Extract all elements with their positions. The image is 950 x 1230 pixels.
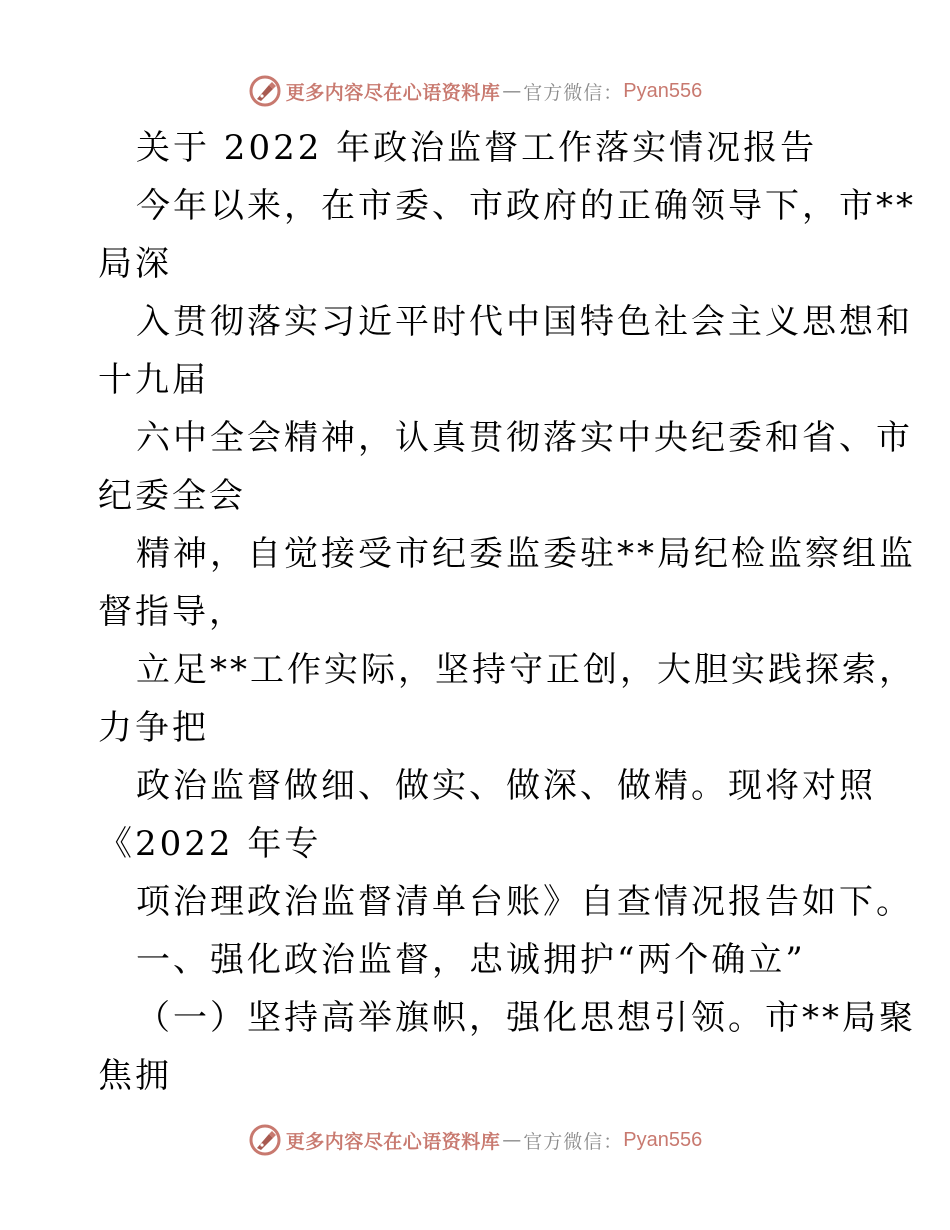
watermark-separator: — [502,1129,522,1151]
body-line: 《2022 年专 [98,824,322,864]
section-heading: 一、强化政治监督，忠诚拥护“两个确立” [136,940,806,980]
pen-nib-circle-icon [248,74,282,108]
watermark-brand: 更多内容尽在心语资料库 [285,1130,501,1153]
body-line: 局深 [98,244,172,284]
watermark-brand: 更多内容尽在心语资料库 [285,81,501,104]
watermark-wechat-id: Pyan556 [623,79,703,102]
body-line: 纪委全会 [98,476,246,516]
body-line: 十九届 [98,360,209,400]
watermark-separator: — [502,80,522,102]
body-line: 政治监督做细、做实、做深、做精。现将对照 [136,766,876,806]
subsection-heading: （一）坚持高举旗帜，强化思想引领。市**局聚 [136,998,916,1038]
watermark-wechat-label: 官方微信： [523,81,624,104]
body-line: 焦拥 [98,1056,172,1096]
document-title: 关于 2022 年政治监督工作落实情况报告 [136,128,818,168]
watermark-banner-top [0,71,950,111]
watermark-banner-bottom [0,1120,950,1160]
watermark-wechat-label: 官方微信： [523,1130,624,1153]
body-line: 立足**工作实际，坚持守正创，大胆实践探索， [136,650,916,690]
body-line: 入贯彻落实习近平时代中国特色社会主义思想和 [136,302,913,342]
body-line: 六中全会精神，认真贯彻落实中央纪委和省、市 [136,418,913,458]
body-line: 力争把 [98,708,209,748]
body-line: 督指导， [98,592,246,632]
watermark-wechat-id: Pyan556 [623,1128,703,1151]
body-line: 今年以来，在市委、市政府的正确领导下，市** [136,186,916,226]
body-line: 项治理政治监督清单台账》自查情况报告如下。 [136,882,913,922]
pen-nib-circle-icon [248,1123,282,1157]
body-line: 精神，自觉接受市纪委监委驻**局纪检监察组监 [136,534,916,574]
